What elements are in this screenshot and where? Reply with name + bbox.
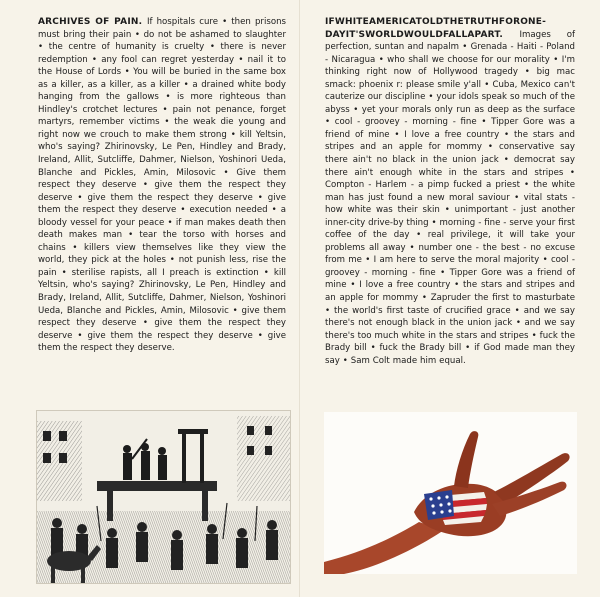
hand-gun-flag-image [324, 412, 577, 574]
execution-engraving-image [36, 410, 291, 584]
right-heading: IFWHITEAMERICATOLDTHETRUTHFORONE-DAYIT'SWORLDWOULDFALLAPART. [325, 17, 547, 40]
left-body-text: If hospitals cure • then prisons must bring their pain • do not be ashamed to slaughter • the centre of humanity is cruelty • there is never redemption • any fool can regret yesterday • nail it to the House of Lords • You will be buried in the same box as a killer, as a killer, as a killer • a drained white body hanging from the gallows • is more righteous than Hindley's crotchet lectures • pain not penance, forget martyrs, remember victims • the weak die young and right now we crouch to make them strong • kill Yeltsin, who's saying? Zhirinovsky, Le Pen, Hindley and Brady, Ireland, Allit, Sutcliffe, Dahmer, Nielson, Yoshinori Ueda, Blanche and Pickles, Amin, Milosovic • Give them respect they deserve • give them the respect they deserve • give them the respect they deserve • give them the respect they deserve • execution needed • a bloody vessel for your peace • if man makes death then death makes man • tear the torso with horses and chains • killers view themselves like they view the world, they pick at the holes • not punish less, rise the pain • sterilise rapists, all I preach is extinction • kill Yeltsin, who's saying? Zhirinovsky, Le Pen, Hindley and Brady, Ireland, Allit, Sutcliffe, Dahmer, Nielson, Yoshinori Ueda, Blanche and Pickles, Amin, Milosovic • give them respect they deserve • give them the respect they deserve • give them the respect they deserve • give them the respect they deserve. [38, 17, 286, 354]
right-body-text: Images of perfection, suntan and napalm • Grenada - Haiti - Poland - Nicaragua • who shall we choose for our morality • I'm thinking right now of Hollywood tragedy • big mac smack: phoenix r: please smile y'all • Cuba, Mexico can't cauterize our discipline • your idols speak so much of the abyss • yet your morals only run as deep as the surface • cool - groovey - morning - fine • Tipper Gore was a friend of mine • I love a free country • the stars and stripes and an apple for mommy • conservative say there ain't no black in the union jack • democrat say there ain't enough white in the stars and stripes • Compton - Harlem - a pimp fucked a priest • the white man has just found a new moral saviour • vital stats - how white was their skin • unimportant - just another inner-city drive-by thing • morning - fine - serve your first coffee of the day • real privilege, it will take your problems all away • number one - the best - no excuse from me • I am here to serve the moral majority • cool - groovey - morning - fine • Tipper Gore was a friend of mine • I love a free country • the stars and stripes and an apple for mommy • Zapruder the first to masturbate • the world's first taste of crucified grace • and we say there's not enough black in the union jack • and we say there's too much white in the stars and stripes • fuck the Brady bill • fuck the Brady bill • if God made man they say • Sam Colt made him equal. [325, 29, 576, 366]
left-heading: ARCHIVES OF PAIN. [38, 17, 147, 27]
right-text-block [325, 16, 575, 367]
right-page [300, 0, 600, 597]
hand-illustration [324, 412, 577, 574]
engraving-illustration [37, 411, 290, 583]
left-text-block [38, 16, 286, 355]
